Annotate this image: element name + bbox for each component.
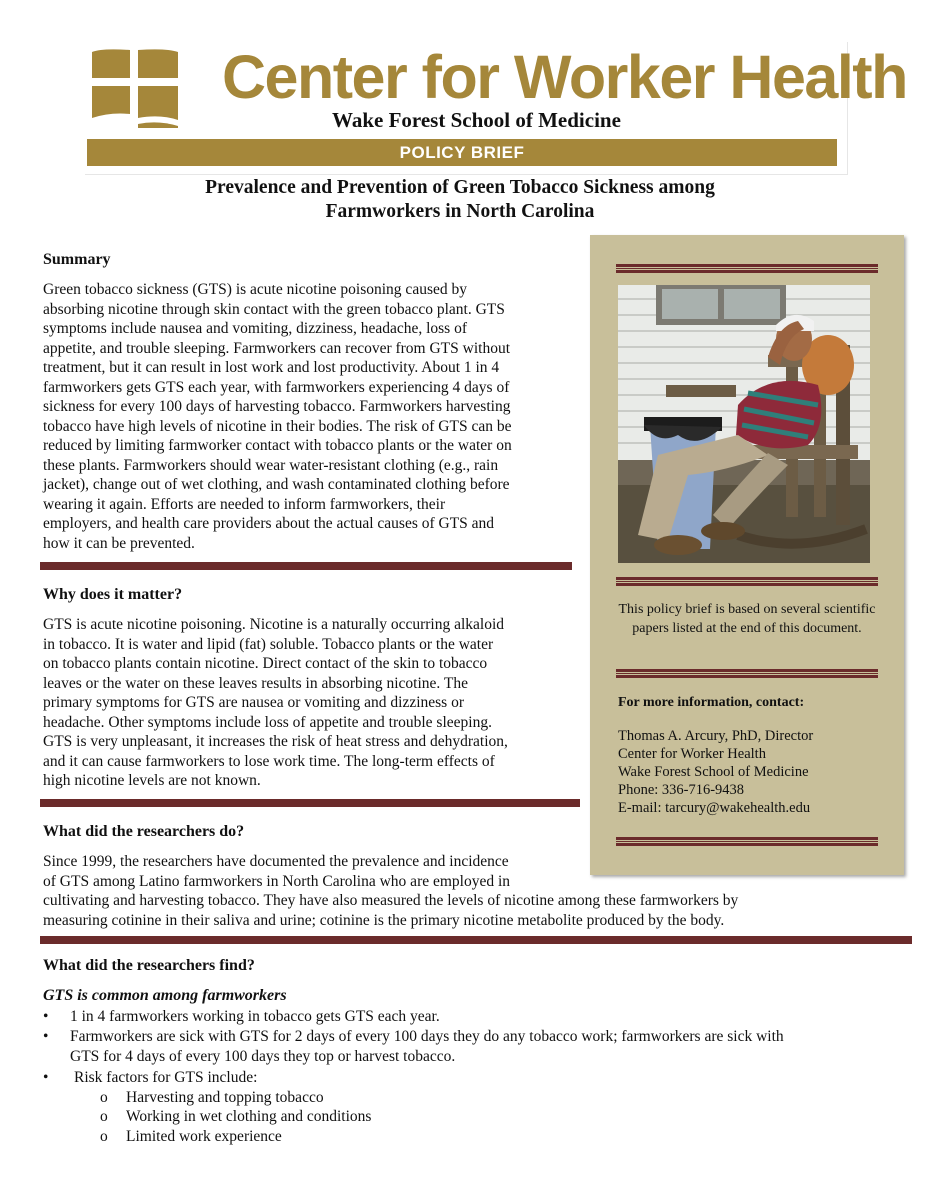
sub-bullet-icon: o <box>100 1108 108 1125</box>
bullet-icon: • <box>43 1028 49 1045</box>
text-line: these plants. Farmworkers should wear water-resistant clothing (e.g., rain <box>43 456 499 474</box>
text-line: jacket), change out of wet clothing, and wash contaminated clothing before <box>43 476 510 493</box>
text-line: leaves or the water on these leaves results in absorbing nicotine. The <box>43 674 468 692</box>
text-line: appetite, and trouble sleeping. Farmworkers can recover from GTS without <box>43 339 511 357</box>
text-line: measuring cotinine in their saliva and urine; cotinine is the primary nicotine metabolite produced by the body. <box>43 911 725 929</box>
list-item: • 1 in 4 farmworkers working in tobacco gets GTS each year. <box>43 1008 440 1025</box>
policy-brief-label: POLICY BRIEF <box>399 142 525 162</box>
find-heading: What did the researchers find? <box>43 957 255 974</box>
sidebar-divider <box>616 837 878 846</box>
title-line: Farmworkers in North Carolina <box>325 201 595 222</box>
section-divider <box>40 799 580 807</box>
text-line: of GTS among Latino farmworkers in North Carolina who are employed in <box>43 872 511 890</box>
contact-school: Wake Forest School of Medicine <box>618 764 809 780</box>
text-line: headache. Other symptoms include loss of appetite and trouble sleeping. <box>43 713 492 731</box>
text-line: sickness for every 100 days of harvesting tobacco. Farmworkers harvesting <box>43 398 511 415</box>
contact-email: E-mail: tarcury@wakehealth.edu <box>618 800 811 816</box>
text-line: Green tobacco sickness (GTS) is acute nicotine poisoning caused by <box>43 281 467 298</box>
title-line: Prevalence and Prevention of Green Tobacco Sickness among <box>205 177 715 198</box>
did-heading: What did the researchers do? <box>43 823 245 840</box>
section-divider <box>40 562 572 570</box>
why-heading: Why does it matter? <box>43 586 183 603</box>
text-line: Since 1999, the researchers have documented the prevalence and incidence <box>43 853 509 870</box>
text-line: GTS is very unpleasant, it increases the risk of heat stress and dehydration, <box>43 733 508 750</box>
text-line: how it can be prevented. <box>43 534 195 552</box>
text-line: reduced by limiting farmworker contact with tobacco plants or the water on <box>43 437 512 454</box>
text-line: cultivating and harvesting tobacco. They have also measured the levels of nicotine among these farmworkers by <box>43 892 739 909</box>
contact-info <box>618 727 813 817</box>
school-name: Wake Forest School of Medicine <box>332 108 621 132</box>
why-text <box>43 615 508 791</box>
farmworker-resting-image <box>618 285 870 563</box>
section-divider <box>40 936 912 944</box>
text-line: in tobacco. It is water and lipid (fat) soluble. Tobacco plants or the water <box>43 635 494 653</box>
text-line: tobacco have high levels of nicotine in their bodies. The risk of GTS can be <box>43 417 512 435</box>
contact-heading: For more information, contact: <box>618 695 805 710</box>
text-line: treatment, but it can result in lost work and lost productivity. About 1 in 4 <box>43 359 500 376</box>
logo-icon <box>90 48 180 128</box>
summary-heading: Summary <box>43 251 111 268</box>
farmworker-photo <box>618 285 870 563</box>
header-banner <box>85 42 907 175</box>
text-line: GTS for 4 days of every 100 days they top or harvest tobacco. <box>70 1048 456 1065</box>
policy-brief-bar <box>87 139 837 166</box>
info-sidebar <box>590 235 904 875</box>
contact-name: Thomas A. Arcury, PhD, Director <box>618 728 814 744</box>
text-line: absorbing nicotine through skin contact with the green tobacco plant. GTS <box>43 300 505 318</box>
page-title <box>160 176 760 224</box>
sidebar-divider <box>616 669 878 678</box>
text-line: employers, and health care providers about the actual causes of GTS and <box>43 515 495 532</box>
list-item <box>43 1027 893 1067</box>
text-line: wearing it again. Efforts are needed to inform farmworkers, their <box>43 495 446 513</box>
sub-bullet-icon: o <box>100 1089 108 1106</box>
org-name: Center for Worker Health <box>222 43 907 111</box>
sidebar-note: This policy brief is based on several scientific papers listed at the end of this document. <box>618 602 876 636</box>
sub-bullet-icon: o <box>100 1128 108 1145</box>
sidebar-divider <box>616 264 878 273</box>
text-line: high nicotine levels are not known. <box>43 772 261 789</box>
contact-center: Center for Worker Health <box>618 746 766 762</box>
text-line: on tobacco plants contain nicotine. Direct contact of the skin to tobacco <box>43 655 488 672</box>
contact-phone: Phone: 336-716-9438 <box>618 782 745 798</box>
text-line: symptoms include nausea and vomiting, dizziness, headache, loss of <box>43 320 468 337</box>
bullet-icon: • <box>43 1008 49 1025</box>
text-line: primary symptoms for GTS are nausea or vomiting and dizziness or <box>43 694 464 711</box>
text-line: farmworkers gets GTS each year, with farmworkers experiencing 4 days of <box>43 378 510 396</box>
sidebar-divider <box>616 577 878 586</box>
list-item: • Risk factors for GTS include: <box>43 1069 258 1086</box>
text-line: and it can cause farmworkers to lose work time. The long-term effects of <box>43 752 495 770</box>
summary-text <box>43 280 512 553</box>
text-line: GTS is acute nicotine poisoning. Nicotine is a naturally occurring alkaloid <box>43 616 505 633</box>
finding-subheading: GTS is common among farmworkers <box>43 987 287 1004</box>
text-line: Farmworkers are sick with GTS for 2 days of every 100 days they do any tobacco work; farmworkers are sick with <box>70 1028 784 1045</box>
bullet-icon: • <box>43 1069 49 1086</box>
